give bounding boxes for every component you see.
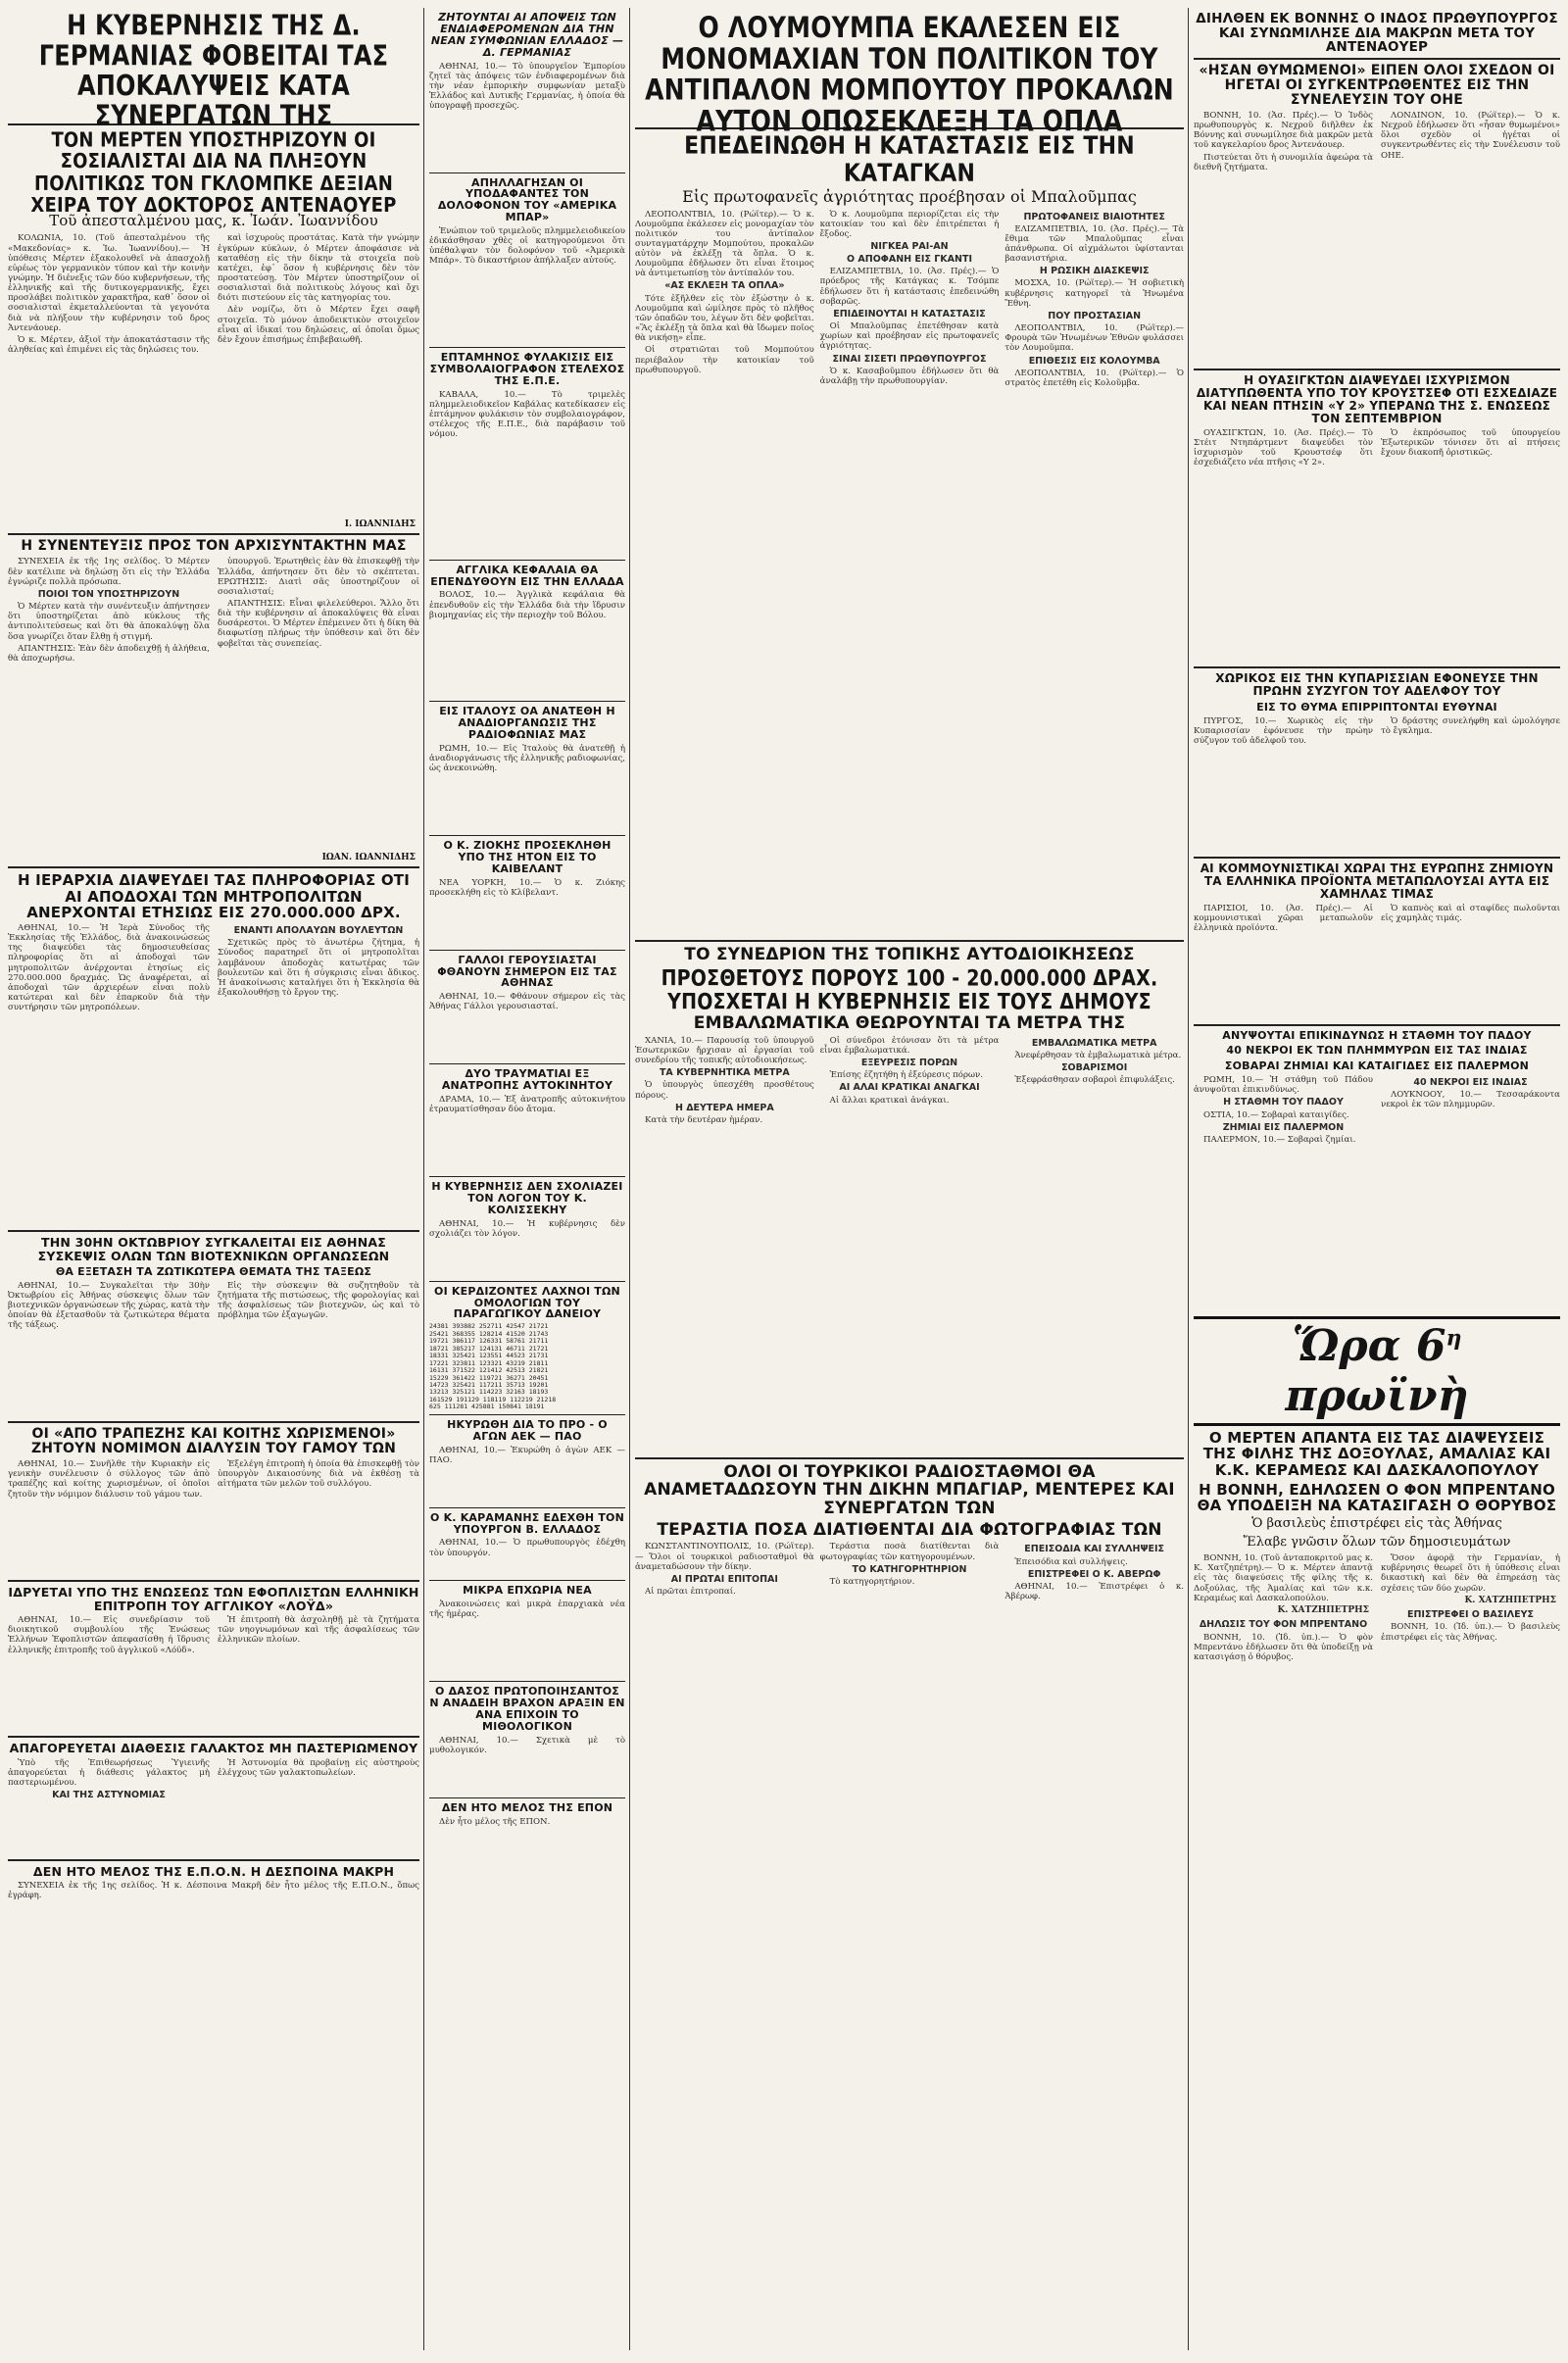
headline-interview: Η ΣΥΝΕΝΤΕΥΞΙΣ ΠΡΟΣ ΤΟΝ ΑΡΧΙΣΥΝΤΑΚΤΗΝ ΜΑΣ — [21, 538, 407, 555]
article-body-text: ΑΘΗΝΑΙ, 10.— Σχετικὰ μὲ τὸ μυθολογικόν. — [429, 1735, 625, 1755]
subheadline-palermo: ΣΟΒΑΡΑΙ ΖΗΜΙΑΙ ΚΑΙ ΚΑΤΑΙΓΙΔΕΣ ΕΙΣ ΠΑΛΕΡΜΟΝ — [1224, 1059, 1530, 1073]
article-body-text: ΠΡΩΤΟΦΑΝΕΙΣ ΒΙΑΙΟΤΗΤΕΣ ΕΛΙΖΑΜΠΕΤΒΙΛ, 10. (Ἀσ. Πρές).— Τὰ ἔθιμα τῶν Μπαλοῦμπας εἶναι ἀπάνθρωπα. Οἱ αἰχμάλωτοι ὑφίστανται βασανιστήρια. Η ΡΩΣΙΚΗ ΔΙΑΣΚΕΨΙΣ ΜΟΣΧΑ, 10. (Ρώϊτερ).— Ἡ σοβιετικὴ κυβέρνησις κατηγορεῖ τὰ Ἡνωμένα Ἔθνη. ΠΟΥ ΠΡΟΣΤΑΣΙΑΝ ΛΕΟΠΟΛΝΤΒΙΛ, 10. (Ρώϊτερ).— Φρουρὰ τῶν Ἡνωμένων Ἐθνῶν φυλάσσει τὸν Λουμοῦμπα. ΕΠΙΘΕΣΙΣ ΕΙΣ ΚΟΛΟΥΜΒΑ ΛΕΟΠΟΛΝΤΒΙΛ, 10. (Ρώϊτερ).— Ὁ στρατὸς ἐπετέθη εἰς Κολοῦμβα. — [1004, 211, 1184, 388]
article-body-text: Ὁ ἐκπρόσωπος τοῦ ὑπουργείου Ἐξωτερικῶν τόνισεν ὅτι αἱ πτήσεις ἔχουν διακοπῆ ὁριστικῶς. — [1381, 427, 1560, 459]
subhead-makeshift: ΕΜΒΑΛΩΜΑΤΙΚΑ ΜΕΤΡΑ — [1031, 1037, 1157, 1049]
headline-craftsmen-meeting: ΤΗΝ 30ΗΝ ΟΚΤΩΒΡΙΟΥ ΣΥΓΚΑΛΕΙΤΑΙ ΕΙΣ ΑΘΗΝΑΣ ΣΥΣΚΕΨΙΣ ΟΛΩΝ ΤΩΝ ΒΙΟΤΕΧΝΙΚΩΝ ΟΡΓΑΝΩΣΕΩΝ — [37, 1235, 390, 1263]
subhead-indictment: ΤΟ ΚΑΤΗΓΟΡΗΤΗΡΙΟΝ — [852, 1563, 967, 1575]
divider — [429, 1281, 625, 1282]
headline-government-comment: Η ΚΥΒΕΡΝΗΣΙΣ ΔΕΝ ΣΧΟΛΙΑΖΕΙ ΤΟΝ ΛΟΓΟΝ ΤΟΥ Κ. ΚΟΛΙΣΣΕΚΗΥ — [431, 1180, 623, 1216]
divider — [8, 1230, 419, 1232]
subhead-situation: ΕΠΙΔΕΙΝΟΥΤΑΙ Η ΚΑΤΑΣΤΑΣΙΣ — [833, 308, 986, 320]
divider — [8, 1580, 419, 1582]
divider — [8, 866, 419, 868]
headline-indian-pm: ΔΙΗΛΘΕΝ ΕΚ ΒΟΝΝΗΣ Ο ΙΝΔΟΣ ΠΡΩΘΥΠΟΥΡΓΟΣ ΚΑΙ ΣΥΝΩΜΙΛΗΣΕ ΔΙΑ ΜΑΚΡΩΝ ΜΕΤΑ ΤΟΥ ΑΝΤΕΝΑΟΥΕΡ — [1196, 11, 1558, 56]
subhead-po-level: Η ΣΤΑΘΜΗ ΤΟΥ ΠΑΔΟΥ — [1223, 1097, 1344, 1108]
subhead-india-dead: 40 ΝΕΚΡΟΙ ΕΙΣ ΙΝΔΙΑΣ — [1413, 1077, 1528, 1089]
divider — [429, 347, 625, 348]
article-body-text: ΟΥΑΣΙΓΚΤΩΝ, 10. (Ἀσ. Πρές).— Τὸ Στέιτ Ντηπάρτμεντ διαψεύδει τὸν ἰσχυρισμὸν τοῦ Κρουστσέφ ὅτι ἐσχεδιάζετο νέα πτῆσις «Υ 2». — [1194, 427, 1373, 468]
headline-u2-flight: Η ΟΥΑΣΙΓΚΤΩΝ ΔΙΑΨΕΥΔΕΙ ΙΣΧΥΡΙΣΜΟΝ ΔΙΑΤΥΠΩΘΕΝΤΑ ΥΠΟ ΤΟΥ ΚΡΟΥΣΤΣΕΦ ΟΤΙ ΕΣΧΕΔΙΑΖΕ ΚΑΙ ΝΕΑΝ ΠΤΗΣΙΝ «Υ 2» ΥΠΕΡΑΝΩ ΤΗΣ Σ. ΕΝΩΣΕΩΣ ΤΟΝ ΣΕΠΤΕΜΒΡΙΟΝ — [1196, 373, 1558, 425]
headline-huge-sums: ΤΕΡΑΣΤΙΑ ΠΟΣΑ ΔΙΑΤΙΘΕΝΤΑΙ ΔΙΑ ΦΩΤΟΓΡΑΦΙΑΣ ΤΩΝ — [657, 1520, 1162, 1541]
headline-merten-responds: Ο ΜΕΡΤΕΝ ΑΠΑΝΤΑ ΕΙΣ ΤΑΣ ΔΙΑΨΕΥΣΕΙΣ ΤΗΣ ΦΙΛΗΣ ΤΗΣ ΔΟΞΟΥΛΑΣ, ΑΜΑΛΙΑΣ ΚΑΙ Κ.Κ. ΚΕΡΑΜΕΩΣ ΚΑΙ ΔΑΣΚΑΛΟΠΟΥΛΟΥ — [1202, 1429, 1551, 1479]
article-body-text: ΡΩΜΗ, 10.— Ἡ στάθμη τοῦ Πάδου ἀνυψοῦται ἐπικινδύνως. Η ΣΤΑΘΜΗ ΤΟΥ ΠΑΔΟΥ ΟΣΤΙΑ, 10.— Σοβαραὶ καταιγίδες. ΖΗΜΙΑΙ ΕΙΣ ΠΑΛΕΡΜΟΝ ΠΑΛΕΡΜΟΝ, 10.— Σοβαραὶ ζημίαι. — [1194, 1075, 1373, 1145]
subhead-government-measures: ΤΑ ΚΥΒΕΡΝΗΤΙΚΑ ΜΕΤΡΑ — [659, 1067, 790, 1079]
divider — [8, 1859, 419, 1861]
article-turkish-body — [635, 1542, 1184, 2287]
headline-lloyds: ΙΔΡΥΕΤΑΙ ΥΠΟ ΤΗΣ ΕΝΩΣΕΩΣ ΤΩΝ ΕΦΟΠΛΙΣΤΩΝ ΕΛΛΗΝΙΚΗ ΕΠΙΤΡΟΠΗ ΤΟΥ ΑΓΓΛΙΚΟΥ «ΛΟΫΔ» — [8, 1585, 419, 1613]
signature-ioan-ioannidis: ΙΩΑΝ. ΙΩΑΝΝΙΔΗΣ — [321, 853, 416, 863]
article-body-text: Δὲν ἦτο μέλος τῆς ΕΠΟΝ. — [439, 1816, 551, 1827]
column-rule — [629, 8, 630, 2350]
headline-greece-germany-agreement: ΖΗΤΟΥΝΤΑΙ ΑΙ ΑΠΟΨΕΙΣ ΤΩΝ ΕΝΔΙΑΦΕΡΟΜΕΝΩΝ ΔΙΑ ΤΗΝ ΝΕΑΝ ΣΥΜΦΩΝΙΑΝ ΕΛΛΑΔΟΣ — Δ. ΓΕΡΜΑΝΙΑΣ — [430, 11, 624, 59]
headline-po-river: ΑΝΥΨΟΥΤΑΙ ΕΠΙΚΙΝΔΥΝΩΣ Η ΣΤΑΘΜΗ ΤΟΥ ΠΑΔΟΥ — [1222, 1028, 1532, 1042]
divider — [429, 701, 625, 702]
six-am-end: πρωϊνὴ — [1285, 1371, 1469, 1422]
article-body-text: ΚΩΝΣΤΑΝΤΙΝΟΥΠΟΛΙΣ, 10. (Ρώϊτερ).— Ὅλοι οἱ τουρκικοὶ ραδιοσταθμοὶ θὰ ἀναμεταδώσουν τὴν δίκην. ΑΙ ΠΡΩΤΑΙ ΕΠΙΤΟΠΑΙ Αἱ πρῶται ἐπιτροπαί. — [635, 1542, 814, 1598]
headline-communist-countries: ΑΙ ΚΟΜΜΟΥΝΙΣΤΙΚΑΙ ΧΩΡΑΙ ΤΗΣ ΕΥΡΩΠΗΣ ΖΗΜΙΟΥΝ ΤΑ ΕΛΛΗΝΙΚΑ ΠΡΟΪΟΝΤΑ ΜΕΤΑΠΩΛΟΥΣΑΙ ΑΥΤΑ ΕΙΣ ΧΑΜΗΛΑΣ ΤΙΜΑΣ — [1200, 861, 1554, 901]
article-body-text: Ἐξελέγη ἐπιτροπὴ ἡ ὁποία θὰ ἐπισκεφθῇ τὸν ὑπουργὸν Δικαιοσύνης διὰ νὰ ἐκθέσῃ τὰ αἰτήματα τῶν μελῶν τοῦ συλλόγου. — [218, 1459, 419, 1490]
signature-ioannidis: Ι. ΙΩΑΝΝΙΔΗΣ — [344, 519, 416, 530]
divider — [429, 560, 625, 561]
headline-french-senators: ΓΑΛΛΟΙ ΓΕΡΟΥΣΙΑΣΤΑΙ ΦΘΑΝΟΥΝ ΣΗΜΕΡΟΝ ΕΙΣ ΤΑΣ ΑΘΗΝΑΣ — [437, 953, 617, 990]
article-body-text: ΔΡΑΜΑ, 10.— Ἐξ ἀνατροπῆς αὐτοκινήτου ἐτραυματίσθησαν δύο ἄτομα. — [429, 1095, 625, 1115]
article-body-text: ὑπουργοῦ. Ἐρωτηθεὶς ἐὰν θὰ ἐπισκεφθῇ τὴν Ἑλλάδα, ἀπήντησεν ὅτι δὲν τὸ σκέπτεται. ΕΡΩΤΗΣΙΣ: Διατὶ σᾶς ὑποστηρίζουν οἱ σοσιαλισταί; ΑΠΑΝΤΗΣΙΣ: Εἶναι φιλελεύθεροι. Ἄλλο ὅτι διὰ τὴν κυβέρνησιν αἱ ἀποκαλύψεις θὰ εἶναι δυσάρεστοι. Ὁ Μέρτεν ἐπέμεινεν ὅτι ἡ δίκη θὰ διαφωτίσῃ πλήρως τὴν ὑπόθεσιν καὶ ὅτι δὲν φοβεῖται τὰς συνεπείας. — [218, 557, 419, 649]
divider — [635, 940, 1184, 942]
subheadline-victim: ΕΙΣ ΤΟ ΘΥΜΑ ΕΠΙΡΡΙΠΤΟΝΤΑΙ ΕΥΘΥΝΑΙ — [1256, 700, 1497, 714]
article-body-text: ΚΟΛΩΝΙΑ, 10. (Τοῦ ἀπεσταλμένου τῆς «Μακεδονίας» κ. Ἰω. Ἰωαννίδου).— Ἡ ὑπόθεσις Μέρτεν ἐξακολουθεῖ νὰ ἀπασχολῇ εὐρέως τὸν γερμανικὸν τύπον καὶ τὴν κοινὴν γνώμην. Ἡ διένεξις τῶν δύο κυβερνήσεων, τῆς ἑλληνικῆς καὶ τῆς δυτικογερμανικῆς, ἔχει προσλάβει πολιτικὸν χαρακτῆρα, καθ᾽ ὅσον οἱ σοσιαλισταὶ ἐκμεταλλεύονται τὰ γεγονότα διὰ νὰ πλήξουν τὴν κυβέρνησιν τοῦ δρος Ἀντενάουερ. Ὁ κ. Μέρτεν, ἀξιοῖ τὴν ἀποκατάστασιν τῆς ἀληθείας καὶ ἐπιμένει εἰς τὰς δηλώσεις του. — [8, 233, 210, 355]
article-body-text: ΒΟΛΟΣ, 10.— Ἀγγλικὰ κεφάλαια θὰ ἐπενδυθοῦν εἰς τὴν Ἑλλάδα διὰ τὴν ἵδρυσιν βιομηχανίας εἰς τὴν περιοχὴν τοῦ Βόλου. — [429, 590, 625, 620]
headline-separated-couples: ΟΙ «ΑΠΟ ΤΡΑΠΕΖΗΣ ΚΑΙ ΚΟΙΤΗΣ ΧΩΡΙΣΜΕΝΟΙ» ΖΗΤΟΥΝ ΝΟΜΙΜΟΝ ΔΙΑΛΥΣΙΝ ΤΟΥ ΓΑΜΟΥ ΤΩΝ — [30, 1425, 397, 1457]
section-turkish-trial — [635, 1454, 1184, 2350]
column-rule — [1188, 8, 1189, 2350]
newspaper-page — [8, 8, 1560, 2355]
article-body-text: ΠΑΡΙΣΙΟΙ, 10. (Ἀσ. Πρές).— Αἱ κομμουνιστικαὶ χῶραι μεταπωλοῦν ἑλληνικὰ προϊόντα. — [1194, 903, 1373, 933]
article-body-text: Ἐνώπιον τοῦ τριμελοῦς πλημμελειοδικείου ἐδικάσθησαν χθὲς οἱ κατηγορούμενοι ὅτι ὑπέθαλψαν τὸν δολοφόνον τοῦ «Ἀμερικὰ Μπάρ». Τὸ δικαστήριον ἀπήλλαξεν αὐτούς. — [429, 226, 625, 267]
headline-makeshift-measures: ΕΜΒΑΛΩΜΑΤΙΚΑ ΘΕΩΡΟΥΝΤΑΙ ΤΑ ΜΕΤΡΑ ΤΗΣ — [693, 1013, 1126, 1034]
article-body-text: ΑΘΗΝΑΙ, 10.— Συνῆλθε τὴν Κυριακὴν εἰς γενικὴν συνέλευσιν ὁ σύλλογος τῶν ἀπὸ τραπέζης καὶ κοίτης χωρισμένων, οἱ ὁποῖοι ζητοῦν τὴν νόμιμον διάλυσιν τοῦ γάμου των. — [8, 1459, 210, 1500]
subhead-russian: Η ΡΩΣΙΚΗ ΔΙΑΣΚΕΨΙΣ — [1039, 266, 1150, 277]
article-body-text: ΑΘΗΝΑΙ, 10.— Ἐκυρώθη ὁ ἀγὼν ΑΕΚ — ΠΑΟ. — [429, 1445, 625, 1465]
divider — [429, 1176, 625, 1177]
article-brentano-body — [1194, 1553, 1560, 1945]
subheadline-india-floods: 40 ΝΕΚΡΟΙ ΕΚ ΤΩΝ ΠΛΗΜΜΥΡΩΝ ΕΙΣ ΤΑΣ ΙΝΔΙΑΣ — [1226, 1044, 1528, 1058]
divider — [429, 950, 625, 951]
article-body-text: ΑΘΗΝΑΙ, 10.— Συγκαλεῖται τὴν 30ὴν Ὀκτωβρίου εἰς Ἀθήνας σύσκεψις ὅλων τῶν βιοτεχνικῶν ὀργανώσεων τῆς χώρας, κατὰ τὴν ὁποίαν θὰ ἐξετασθοῦν τὰ ζωτικώτερα θέματα τῆς τάξεως. — [8, 1280, 210, 1331]
article-body-text: Ὁ καπνὸς καὶ αἱ σταφίδες πωλοῦνται εἰς χαμηλὰς τιμάς. — [1381, 903, 1560, 923]
article-body-text: Εἰς τὴν σύσκεψιν θὰ συζητηθοῦν τὰ ζητήματα τῆς πιστώσεως, τῆς φορολογίας καὶ τῆς ἀσφαλίσεως τῶν βιοτεχνῶν, ὡς καὶ τὸ πρόβλημα τῶν ἐξαγωγῶν. — [218, 1280, 419, 1321]
headline-radio-italians: ΕΙΣ ΙΤΑΛΟΥΣ ΟΑ ΑΝΑΤΕΘΗ Η ΑΝΑΔΙΟΡΓΑΝΩΣΙΣ ΤΗΣ ΡΑΔΙΟΦΩΝΙΑΣ ΜΑΣ — [439, 705, 615, 742]
divider — [1194, 369, 1560, 370]
article-body-text: ΑΘΗΝΑΙ, 10.— Ἡ κυβέρνησις δὲν σχολιάζει τὸν λόγον. — [429, 1218, 625, 1239]
article-communist-body — [1194, 904, 1560, 1021]
article-body-text: Ἡ ἐπιτροπὴ θὰ ἀσχοληθῇ μὲ τὰ ζητήματα τῶν νηογνωμόνων καὶ τῆς ἀσφαλίσεως τῶν ἑλληνικῶν πλοίων. — [218, 1615, 419, 1646]
headline-epon: ΔΕΝ ΗΤΟ ΜΕΛΟΣ ΤΗΣ ΕΠΟΝ — [441, 1800, 613, 1814]
six-am-sup: η — [1446, 1325, 1462, 1352]
divider — [429, 1797, 625, 1798]
article-lloyds-body — [8, 1615, 419, 1733]
signature-chatzipetris: Κ. ΧΑΤΖΗΠΕΤΡΗΣ — [1277, 1604, 1369, 1615]
headline-forest: Ο ΔΑΣΟΣ ΠΡΩΤΟΠΟΙΗΣΑΝΤΟΣ Ν ΑΝΑΔΕΙΗ ΒΡΑΧΟΝ ΑΡΑΞΙΝ ΕΝ ΑΝΑ ΕΠΙΧΟΙΝ ΤΟ ΜΙΘΟΛΟΓΙΚΟΝ — [429, 1685, 625, 1733]
article-body-text: Ἀνακοινώσεις καὶ μικρὰ ἐπαρχιακὰ νέα τῆς ἡμέρας. — [429, 1600, 625, 1620]
headline-small-news: ΜΙΚΡΑ ΕΠΧΩΡΙΑ ΝΕΑ — [463, 1584, 592, 1598]
subhead-coloumba: ΕΠΙΘΕΣΙΣ ΕΙΣ ΚΟΛΟΥΜΒΑ — [1028, 355, 1160, 367]
subhead-police: ΚΑΙ ΤΗΣ ΑΣΤΥΝΟΜΙΑΣ — [52, 1790, 166, 1801]
article-body-text: ΕΜΒΑΛΩΜΑΤΙΚΑ ΜΕΤΡΑ Ἀνεφέρθησαν τὰ ἐμβαλωματικὰ μέτρα. ΣΟΒΑΡΙΣΜΟΙ Ἐξεφράσθησαν σοβαροὶ ἐπιφυλάξεις. — [1004, 1036, 1184, 1408]
subhead-reservations: ΣΟΒΑΡΙΣΜΟΙ — [1061, 1062, 1128, 1074]
article-u2-body — [1194, 428, 1560, 664]
six-am-label: Ὥρα 6 — [1292, 1321, 1446, 1372]
article-merten-body — [8, 233, 419, 517]
subhead-second-day: Η ΔΕΥΤΕΡΑ ΗΜΕΡΑ — [674, 1102, 774, 1113]
divider — [8, 533, 419, 535]
headline-lottery: ΟΙ ΚΕΡΔΙΖΟΝΤΕΣ ΛΑΧΝΟΙ ΤΩΝ ΟΜΟΛΟΓΙΩΝ ΤΟΥ ΠΑΡΑΓΩΓΙΚΟΥ ΔΑΝΕΙΟΥ — [434, 1284, 620, 1321]
article-lumumba-body — [635, 210, 1184, 930]
subhead-other-needs: ΑΙ ΑΛΑΙ ΚΡΑΤΙΚΑΙ ΑΝΑΓΚΑΙ — [839, 1082, 980, 1094]
six-am-banner — [1194, 1316, 1560, 1426]
article-milk-body — [8, 1758, 419, 1856]
headline-car-accident: ΔΥΟ ΤΡΑΥΜΑΤΙΑΙ ΕΞ ΑΝΑΤΡΟΠΗΣ ΑΥΤΟΚΙΝΗΤΟΥ — [441, 1067, 613, 1093]
headline-karamanlis: Ο Κ. ΚΑΡΑΜΑΝΗΣ ΕΔΕΧΘΗ ΤΟΝ ΥΠΟΥΡΓΟΝ Β. ΕΛΛΑΔΟΣ — [429, 1510, 624, 1536]
article-body-text: Τεράστια ποσὰ διατίθενται διὰ φωτογραφίας τῶν κατηγορουμένων. ΤΟ ΚΑΤΗΓΟΡΗΤΗΡΙΟΝ Τὸ κατηγορητήριον. — [819, 1542, 1000, 1587]
lottery-numbers: 24381 393882 252711 42547 21721 25421 368355 128214 41520 21743 19721 386117 126331 58761 21711 18721 385217 124131 46711 21721 18331 325421 123551 44523 21731 17221 323811 123321 43219 21811 16131 371522 121412 42513 21821 15229 361422 119721 36271 20451 14723 325421 117211 35713 19201 13213 325121 114223 32163 18193 161529 191129 118119 112219 21218 625 111281 425881 150841 18191 — [429, 1322, 557, 1411]
subheadline-craftsmen: ΘΑ ΕΞΕΤΑΣΗ ΤΑ ΖΩΤΙΚΩΤΕΡΑ ΘΕΜΑΤΑ ΤΗΣ ΤΑΞΕΩΣ — [55, 1265, 372, 1279]
subhead-sinai: ΣΙΝΑΙ ΣΙΣΕΤΙ ΠΡΩΘΥΠΟΥΡΓΟΣ — [832, 353, 987, 365]
headline-english-capital: ΑΓΓΛΙΚΑ ΚΕΦΑΛΑΙΑ ΘΑ ΕΠΕΝΔΥΘΟΥΝ ΕΙΣ ΤΗΝ ΕΛΛΑΔΑ — [430, 563, 624, 588]
signature-chatzipetris-2: Κ. ΧΑΤΖΗΠΕΤΡΗΣ — [1464, 1595, 1556, 1605]
headline-west-germany: Η ΚΥΒΕΡΝΗΣΙΣ ΤΗΣ Δ. ΓΕΡΜΑΝΙΑΣ ΦΟΒΕΙΤΑΙ ΤΑΣ ΑΠΟΚΑΛΥΨΕΙΣ ΚΑΤΑ ΣΥΝΕΡΓΑΤΩΝ ΤΗΣ — [38, 9, 389, 132]
subhead-deputies: ΕΝΑΝΤΙ ΑΠΟΛΑΥΩΝ ΒΟΥΛΕΥΤΩΝ — [233, 925, 404, 937]
subhead-averoff: ΕΠΙΣΤΡΕΦΕΙ Ο Κ. ΑΒΕΡΩΦ — [1027, 1568, 1161, 1580]
article-hierarchy-body — [8, 923, 419, 1227]
article-body-text: ΑΘΗΝΑΙ, 10.— Εἰς συνεδρίασιν τοῦ διοικητικοῦ συμβουλίου τῆς Ἑνώσεως Ἑλλήνων Ἐφοπλιστῶν ἀπεφασίσθη ἡ ἵδρυσις ἑλληνικῆς ἐπιτροπῆς τοῦ ἀγγλικοῦ «Λόϋδ». — [8, 1615, 210, 1655]
divider — [1194, 857, 1560, 859]
subhead-incidents: ΕΠΕΙΣΟΔΙΑ ΚΑΙ ΣΥΛΛΗΨΕΙΣ — [1024, 1544, 1165, 1555]
article-body-text: ΒΟΝΝΗ, 10. (Τοῦ ἀνταποκριτοῦ μας κ. Κ. Χατζηπέτρη).— Ὁ κ. Μέρτεν ἀπαντᾷ εἰς τὰς διαψεύσεις τῆς φίλης τῆς κ. Δοξούλας, τῆς Ἀμαλίας καὶ τῶν κ.κ. Κεραμέως καὶ Δασκαλοπούλου. Κ. ΧΑΤΖΗΠΕΤΡΗΣ ΔΗΛΩΣΙΣ ΤΟΥ ΦΟΝ ΜΠΡΕΝΤΑΝΟ ΒΟΝΝΗ, 10. (Ἰδ. ὑπ.).— Ὁ φὸν Μπρεντάνο ἐδήλωσεν ὅτι θὰ ὑποδείξῃ νὰ κατασιγάσῃ ὁ θόρυβος. — [1194, 1553, 1373, 1662]
article-body-text: Οἱ σύνεδροι ἐτόνισαν ὅτι τὰ μέτρα εἶναι ἐμβαλωματικά. ΕΞΕΥΡΕΣΙΣ ΠΟΡΩΝ Ἐπίσης ἐζητήθη ἡ ἐξεύρεσις πόρων. ΑΙ ΑΛΑΙ ΚΡΑΤΙΚΑΙ ΑΝΑΓΚΑΙ Αἱ ἄλλαι κρατικαὶ ἀνάγκαι. — [819, 1035, 1000, 1106]
subhead-finding-resources: ΕΞΕΥΡΕΣΙΣ ΠΟΡΩΝ — [860, 1058, 958, 1069]
article-body-text: Ὁ κ. Λουμοῦμπα περιορίζεται εἰς τὴν κατοικίαν του καὶ δὲν ἐπιτρέπεται ἡ ἔξοδος. ΝΙΓΚΕΑ ΡΑΙ-ΑΝ Ο ΑΠΟΦΑΝΗ ΕΙΣ ΓΚΑΝΤΙ ΕΛΙΖΑΜΠΕΤΒΙΛ, 10. (Ἀσ. Πρές).— Ὁ πρόεδρος τῆς Κατάγκας κ. Τσόμπε ἐδήλωσεν ὅτι ἡ κατάστασις ἐπεδεινώθη σοβαρῶς. ΕΠΙΔΕΙΝΟΥΤΑΙ Η ΚΑΤΑΣΤΑΣΙΣ Οἱ Μπαλοῦμπας ἐπετέθησαν κατὰ χωρίων καὶ προέβησαν εἰς πρωτοφανεῖς ἀγριότητας. ΣΙΝΑΙ ΣΙΣΕΤΙ ΠΡΩΘΥΠΟΥΡΓΟΣ Ὁ κ. Κασαβοῦμπου ἐδήλωσεν ὅτι θὰ ἀναλάβῃ τὴν πρωθυπουργίαν. — [819, 209, 1000, 386]
divider — [429, 172, 625, 173]
article-body-text: ΧΑΝΙΑ, 10.— Παρουσίᾳ τοῦ ὑπουργοῦ Ἐσωτερικῶν ἤρχισαν αἱ ἐργασίαι τοῦ συνεδρίου τῆς τοπικῆς αὐτοδιοικήσεως. ΤΑ ΚΥΒΕΡΝΗΤΙΚΑ ΜΕΤΡΑ Ὁ ὑπουργὸς ὑπεσχέθη προσθέτους πόρους. Η ΔΕΥΤΕΡΑ ΗΜΕΡΑ Κατὰ τὴν δευτέραν ἡμέραν. — [635, 1035, 814, 1125]
article-body-text: Ἡ Ἀστυνομία θὰ προβαίνῃ εἰς αὐστηροὺς ἐλέγχους τῶν γαλακτοπωλείων. — [218, 1757, 419, 1778]
divider — [8, 1736, 419, 1738]
divider — [429, 1414, 625, 1415]
divider — [1194, 666, 1560, 668]
article-body-text: 40 ΝΕΚΡΟΙ ΕΙΣ ΙΝΔΙΑΣ ΛΟΥΚΝΟΟΥ, 10.— Τεσσαράκοντα νεκροὶ ἐκ τῶν πλημμυρῶν. — [1381, 1077, 1560, 1110]
article-body-text: ΑΘΗΝΑΙ, 10.— Ἡ Ἱερὰ Σύνοδος τῆς Ἐκκλησίας τῆς Ἑλλάδος, διὰ ἀνακοινώσεώς της διαψεύδει τὰς δημοσιευθείσας πληροφορίας ὅτι αἱ ἀποδοχαὶ τῶν μητροπολιτῶν ἀνέρχονται ἐτησίως εἰς 270.000.000 δραχμάς. Ὡς ἀναφέρεται, αἱ ἀποδοχαὶ τῶν ἀρχιερέων εἶναι πολὺ κατώτεραι καὶ δὲν ἐπαρκοῦν διὰ τὴν συντήρησιν τῶν μητροπόλεων. — [8, 923, 210, 1013]
column-2 — [429, 8, 625, 2350]
article-municipal-body — [635, 1036, 1184, 1408]
subhead-choose-weapons: «ΑΣ ΕΚΛΕΞΗ ΤΑ ΟΠΛΑ» — [664, 280, 785, 292]
divider — [429, 835, 625, 836]
article-body-text: ΣΥΝΕΧΕΙΑ ἐκ τῆς 1ης σελίδος. Ἡ κ. Δέσποινα Μακρῆ δὲν ἦτο μέλος τῆς Ε.Π.Ο.Ν., ὅπως ἐγράφη. — [8, 1881, 419, 1901]
article-body-text: ΛΕΟΠΟΛΝΤΒΙΛ, 10. (Ρώϊτερ).— Ὁ κ. Λουμοῦμπα ἐκάλεσεν εἰς μονομαχίαν τὸν πολιτικόν του ἀντίπαλον συνταγματάρχην Μομπούτου, προκαλῶν αὐτὸν νὰ ἐκλέξῃ τὰ ὅπλα. Ὁ κ. Λουμοῦμπα ἐδήλωσεν ὅτι εἶναι ἕτοιμος νὰ ἀντιμετωπίσῃ τὸν ἀντίπαλόν του. «ΑΣ ΕΚΛΕΞΗ ΤΑ ΟΠΛΑ» Τότε ἐξῆλθεν εἰς τὸν ἐξώστην ὁ κ. Λουμοῦμπα καὶ ὡμίλησε πρὸς τὸ πλῆθος τῶν ὀπαδῶν του, λέγων ὅτι δὲν φοβεῖται. «Ἂς ἐκλέξῃ τὰ ὅπλα καὶ θὰ ἴδωμεν ποῖος θὰ νικήσῃ» εἶπε. Οἱ στρατιῶται τοῦ Μομπούτου περιέβαλον τὴν κατοικίαν τοῦ πρωθυπουργοῦ. — [635, 209, 814, 375]
article-body-text: ΑΘΗΝΑΙ, 10.— Τὸ ὑπουργεῖον Ἐμπορίου ζητεῖ τὰς ἀπόψεις τῶν ἐνδιαφερομένων διὰ τὴν νέαν ἐμπορικὴν συμφωνίαν μεταξὺ Ἑλλάδος καὶ Δυτικῆς Γερμανίας, ἡ ὁποία θὰ ὑπογραφῇ προσεχῶς. — [429, 61, 625, 112]
article-body-text: ΣΥΝΕΧΕΙΑ ἐκ τῆς 1ης σελίδος. Ὁ Μέρτεν δὲν κατέλιπε νὰ δηλώσῃ ὅτι εἰς τὴν Ἑλλάδα ἐγνώριζε πολλὰ πρόσωπα. ΠΟΙΟΙ ΤΟΝ ΥΠΟΣΤΗΡΙΖΟΥΝ Ὁ Μέρτεν κατὰ τὴν συνέντευξιν ἀπήντησεν ὅτι ὑποστηρίζεται ἀπὸ κύκλους τῆς ἀντιπολιτεύσεως καὶ ὅτι θὰ ἀποκαλύψῃ ὅλα ὅσα γνωρίζει ὅταν ἔλθῃ ἡ στιγμή. ΑΠΑΝΤΗΣΙΣ: Ἐὰν δὲν ἀποδειχθῇ ἡ ἀλήθεια, θὰ ἀποχωρήσω. — [8, 557, 210, 664]
headline-merten-socialists: ΤΟΝ ΜΕΡΤΕΝ ΥΠΟΣΤΗΡΙΖΟΥΝ ΟΙ ΣΟΣΙΑΛΙΣΤΑΙ ΔΙΑ ΝΑ ΠΛΗΞΟΥΝ ΠΟΛΙΤΙΚΩΣ ΤΟΝ ΓΚΛΟΜΠΚΕ ΔΕΞΙΑΝ ΧΕΙΡΑ ΤΟΥ ΔΟΚΤΟΡΟΣ ΑΝΤΕΝΑΟΥΕΡ — [30, 127, 397, 218]
headline-america-bar: ΑΠΗΛΛΑΓΗΣΑΝ ΟΙ ΥΠΟΔΑΦΑΝΤΕΣ ΤΟΝ ΔΟΛΟΦΟΝΟΝ ΤΟΥ «ΑΜΕΡΙΚΑ ΜΠΑΡ» — [437, 175, 617, 224]
column-rule — [423, 8, 424, 2350]
article-body-text: ΕΠΕΙΣΟΔΙΑ ΚΑΙ ΣΥΛΛΗΨΕΙΣ Ἐπεισόδια καὶ συλλήψεις. ΕΠΙΣΤΡΕΦΕΙ Ο Κ. ΑΒΕΡΩΦ ΑΘΗΝΑΙ, 10.— Ἐπιστρέφει ὁ κ. Ἀβέρωφ. — [1004, 1544, 1184, 1602]
section-municipal — [635, 937, 1184, 1447]
headline-hierarchy: Η ΙΕΡΑΡΧΙΑ ΔΙΑΨΕΥΔΕΙ ΤΑΣ ΠΛΗΡΟΦΟΡΙΑΣ ΟΤΙ ΑΙ ΑΠΟΔΟΧΑΙ ΤΩΝ ΜΗΤΡΟΠΟΛΙΤΩΝ ΑΝΕΡΧΟΝΤΑΙ ΕΤΗΣΙΩΣ ΕΙΣ 270.000.000 ΔΡΧ. — [18, 871, 410, 921]
divider — [635, 1457, 1184, 1459]
headline-kyparissia: ΧΩΡΙΚΟΣ ΕΙΣ ΤΗΝ ΚΥΠΑΡΙΣΣΙΑΝ ΕΦΟΝΕΥΣΕ ΤΗΝ ΠΡΩΗΝ ΣΥΖΥΓΟΝ ΤΟΥ ΑΔΕΛΦΟΥ ΤΟΥ — [1215, 670, 1539, 698]
article-separated-body — [8, 1459, 419, 1577]
article-body-text: ΡΩΜΗ, 10.— Εἰς Ἰταλοὺς θὰ ἀνατεθῇ ἡ ἀναδιοργάνωσις τῆς ἑλληνικῆς ραδιοφωνίας, ὡς ἀνεκοινώθη. — [429, 744, 625, 774]
headline-ziokis: Ο Κ. ΖΙΟΚΗΣ ΠΡΟΣΕΚΛΗΘΗ ΥΠΟ ΤΗΣ ΗΤΟΝ ΕΙΣ ΤΟ ΚΑΙΒΕΛΑΝΤ — [443, 839, 612, 875]
column-4 — [1194, 8, 1560, 2350]
subhead-supporters: ΠΟΙΟΙ ΤΟΝ ΥΠΟΣΤΗΡΙΖΟΥΝ — [37, 588, 180, 600]
subhead-first-measures: ΑΙ ΠΡΩΤΑΙ ΕΠΙΤΟΠΑΙ — [670, 1573, 778, 1585]
divider — [429, 1580, 625, 1581]
column-3 — [635, 8, 1184, 929]
headline-municipal-congress: ΤΟ ΣΥΝΕΔΡΙΟΝ ΤΗΣ ΤΟΠΙΚΗΣ ΑΥΤΟΔΙΟΙΚΗΣΕΩΣ — [684, 945, 1135, 964]
byline-ioannidis: Τοῦ ἀπεσταλμένου μας, κ. Ἰωάν. Ἰωαννίδου — [49, 212, 378, 230]
divider — [1194, 58, 1560, 60]
headline-turkish-radio: ΟΛΟΙ ΟΙ ΤΟΥΡΚΙΚΟΙ ΡΑΔΙΟΣΤΑΘΜΟΙ ΘΑ ΑΝΑΜΕΤΑΔΩΣΟΥΝ ΤΗΝ ΔΙΚΗΝ ΜΠΑΓΙΑΡ, ΜΕΝΤΕΡΕΣ ΚΑΙ ΣΥΝΕΡΓΑΤΩΝ ΤΩΝ — [644, 1462, 1175, 1518]
divider — [429, 1507, 625, 1508]
article-angry-body — [1194, 111, 1560, 366]
divider — [429, 1681, 625, 1682]
article-body-text: ΝΕΑ ΥΟΡΚΗ, 10.— Ὁ κ. Ζιόκης προσεκλήθη εἰς τὸ Κλίβελαντ. — [429, 877, 625, 898]
subhead-protection: ΠΟΥ ΠΡΟΣΤΑΣΙΑΝ — [1048, 310, 1142, 321]
divider — [1194, 1024, 1560, 1026]
article-body-text: ΛΟΝΔΙΝΟΝ, 10. (Ρώϊτερ).— Ὁ κ. Νεχροῦ ἐδήλωσεν ὅτι «ἦσαν θυμωμένοι» ὅλοι σχεδὸν οἱ ἡγέται οἱ συγκεντρωθέντες εἰς τὴν Συνέλευσιν τοῦ ΟΗΕ. — [1381, 111, 1560, 161]
article-body-text: ΕΝΑΝΤΙ ΑΠΟΛΑΥΩΝ ΒΟΥΛΕΥΤΩΝ Σχετικῶς πρὸς τὸ ἀνωτέρω ζήτημα, ἡ Σύνοδος παρατηρεῖ ὅτι οἱ μητροπολῖται λαμβάνουν ἀποδοχὰς κατωτέρας τῶν βουλευτῶν καὶ ὅτι ἡ σύγκρισις εἶναι ἄδικος. Ἡ ἀνακοίνωσις καταλήγει ὅτι ἡ Ἐκκλησία θὰ ἐξακολουθήσῃ τὸ ἔργον της. — [218, 925, 419, 998]
article-body-text: ΒΟΝΝΗ, 10. (Ἀσ. Πρές).— Ὁ Ἰνδὸς πρωθυπουργὸς κ. Νεχροῦ διῆλθεν ἐκ Βόννης καὶ συνωμίλησε διὰ μακρῶν μετὰ τοῦ καγκελαρίου δρος Ἀντενάουερ. Πιστεύεται ὅτι ἡ συνομιλία ἀφεώρα τὰ διεθνῆ ζητήματα. — [1194, 111, 1373, 172]
headline-lumumba: Ο ΛΟΥΜΟΥΜΠΑ ΕΚΑΛΕΣΕΝ ΕΙΣ ΜΟΝΟΜΑΧΙΑΝ ΤΟΝ ΠΟΛΙΤΙΚΟΝ ΤΟΥ ΑΝΤΙΠΑΛΟΝ ΜΟΜΠΟΥΤΟΥ ΠΡΟΚΑΛΩΝ ΑΥΤΟΝ ΟΠΩΣΕΚΛΕΞΗ ΤΑ ΟΠΛΑ — [645, 10, 1174, 138]
headline-milk: ΑΠΑΓΟΡΕΥΕΤΑΙ ΔΙΑΘΕΣΙΣ ΓΑΛΑΚΤΟΣ ΜΗ ΠΑΣΤΕΡΙΩΜΕΝΟΥ — [9, 1741, 418, 1756]
article-body-text: ΑΘΗΝΑΙ, 10.— Ὁ πρωθυπουργὸς ἐδέχθη τὸν ὑπουργόν. — [429, 1538, 625, 1558]
headline-katanga: ΕΠΕΔΕΙΝΩΘΗ Η ΚΑΤΑΣΤΑΣΙΣ ΕΙΣ ΤΗΝ ΚΑΤΑΓΚΑΝ — [684, 131, 1135, 187]
article-body-text: ΚΑΒΑΛΑ, 10.— Τὸ τριμελὲς πλημμελειοδικεῖον Καβάλας κατεδίκασεν εἰς ἑπτάμηνον φυλάκισιν τὸν συμβολαιογράφον, στέλεχος τῆς Ε.Π.Ε., διὰ παράβασιν τοῦ νόμου. — [429, 389, 625, 440]
article-interview-body — [8, 557, 419, 851]
headline-angry-leaders: «ΗΣΑΝ ΘΥΜΩΜΕΝΟΙ» ΕΙΠΕΝ ΟΛΟΙ ΣΧΕΔΟΝ ΟΙ ΗΓΕΤΑΙ ΟΙ ΣΥΓΚΕΝΤΡΩΘΕΝΤΕΣ ΕΙΣ ΤΗΝ ΣΥΝΕΛΕΥΣΙΝ ΤΟΥ ΟΗΕ — [1199, 62, 1555, 108]
article-body-text: καὶ ἰσχυροὺς προστάτας. Κατὰ τὴν γνώμην ἐγκύρων κύκλων, ὁ Μέρτεν ἀποφάσισε νὰ καταθέσῃ εἰς τὴν δίκην τὰ στοιχεῖα ποὺ κατέχει, ἐφ᾽ ὅσον ἡ κυβέρνησις δὲν τὸν προστατεύσῃ. Τὸν Μέρτεν ὑποστηρίζουν οἱ σοσιαλισταὶ διὰ πολιτικοὺς λόγους καὶ ὄχι διότι πιστεύουν εἰς τὰς κατηγορίας του. Δὲν νομίζω, ὅτι ὁ Μέρτεν ἔχει σαφῆ στοιχεῖα. Τὸ μόνον ἀποδεικτικὸν στοιχεῖον εἶναι αἱ ἰδικαί του δηλώσεις, αἱ ὁποῖαι ὅμως δὲν ἔχουν ἐπισήμως ἐπιβεβαιωθῆ. — [218, 233, 419, 345]
subhead-violence: ΠΡΩΤΟΦΑΝΕΙΣ ΒΙΑΙΟΤΗΤΕΣ — [1023, 211, 1165, 222]
article-kyparissia-body — [1194, 716, 1560, 854]
column-1 — [8, 8, 419, 2350]
divider — [429, 1063, 625, 1064]
headline-brentano: Η ΒΟΝΝΗ, ΕΔΗΛΩΣΕΝ Ο ΦΟΝ ΜΠΡΕΝΤΑΝΟ ΘΑ ΥΠΟΔΕΙΞΗ ΝΑ ΚΑΤΑΣΙΓΑΣΗ Ο ΘΟΡΥΒΟΣ — [1197, 1480, 1557, 1514]
subhead-brentano-statement: ΔΗΛΩΣΙΣ ΤΟΥ ΦΟΝ ΜΠΡΕΝΤΑΝΟ — [1199, 1619, 1368, 1631]
divider — [8, 1421, 419, 1423]
subhead-king-returns: ΕΠΙΣΤΡΕΦΕΙ Ο ΒΑΣΙΛΕΥΣ — [1406, 1609, 1534, 1621]
subheadline-publications: Ἔλαβε γνῶσιν ὅλων τῶν δημοσιευμάτων — [1243, 1535, 1511, 1551]
subheadline-baluba: Εἰς πρωτοφανεῖς ἀγριότητας προέβησαν οἱ Μπαλοῦμπας — [682, 186, 1137, 206]
subhead-palermo-damage: ΖΗΜΙΑΙ ΕΙΣ ΠΑΛΕΡΜΟΝ — [1222, 1121, 1345, 1133]
article-body-text: Ὁ δράστης συνελήφθη καὶ ὡμολόγησε τὸ ἔγκλημα. — [1381, 715, 1560, 736]
subhead-nigeria: ΝΙΓΚΕΑ ΡΑΙ-ΑΝ — [870, 240, 949, 252]
article-body-text: ΠΥΡΓΟΣ, 10.— Χωρικὸς εἰς τὴν Κυπαρισσίαν ἐφόνευσε τὴν πρώην σύζυγον τοῦ ἀδελφοῦ του. — [1194, 715, 1373, 746]
article-craftsmen-body — [8, 1281, 419, 1418]
subheadline-king: Ὁ βασιλεὺς ἐπιστρέφει εἰς τὰς Ἀθήνας — [1251, 1516, 1502, 1532]
headline-aek-pao: ΗΚΥΡΩΘΗ ΔΙΑ ΤΟ ΠΡΟ - Ο ΑΓΩΝ ΑΕΚ — ΠΑΟ — [447, 1417, 608, 1443]
headline-despoina-makri: ΔΕΝ ΗΤΟ ΜΕΛΟΣ ΤΗΣ Ε.Π.Ο.Ν. Η ΔΕΣΠΟΙΝΑ ΜΑΚΡΗ — [32, 1863, 395, 1879]
article-body-text: Ὑπὸ τῆς Ἐπιθεωρήσεως Ὑγιεινῆς ἀπαγορεύεται ἡ διάθεσις γάλακτος μὴ παστεριωμένου. ΚΑΙ ΤΗΣ ΑΣΤΥΝΟΜΙΑΣ — [8, 1757, 210, 1801]
article-floods-body — [1194, 1075, 1560, 1310]
headline-additional-revenue: ΠΡΟΣΘΕΤΟΥΣ ΠΟΡΟΥΣ 100 - 20.000.000 ΔΡΑΧ. ΥΠΟΣΧΕΤΑΙ Η ΚΥΒΕΡΝΗΣΙΣ ΕΙΣ ΤΟΥΣ ΔΗΜΟΥΣ — [661, 966, 1158, 1015]
article-body-text: Ὅσον ἀφορᾷ τὴν Γερμανίαν, ἡ κυβέρνησις θεωρεῖ ὅτι ἡ ὑπόθεσις εἶναι δικαστικὴ καὶ δὲν θὰ ἐπηρεάσῃ τὰς σχέσεις τῶν δύο χωρῶν. Κ. ΧΑΤΖΗΠΕΤΡΗΣ ΕΠΙΣΤΡΕΦΕΙ Ο ΒΑΣΙΛΕΥΣ ΒΟΝΝΗ, 10. (Ἰδ. ὑπ.).— Ὁ βασιλεὺς ἐπιστρέφει εἰς τὰς Ἀθήνας. — [1381, 1553, 1560, 1643]
article-body-text: ΑΘΗΝΑΙ, 10.— Φθάνουν σήμερον εἰς τὰς Ἀθήνας Γάλλοι γερουσιασταί. — [429, 992, 625, 1012]
headline-notary-sentence: ΕΠΤΑΜΗΝΟΣ ΦΥΛΑΚΙΣΙΣ ΕΙΣ ΣΥΜΒΟΛΑΙΟΓΡΑΦΟΝ ΣΤΕΛΕΧΟΣ ΤΗΣ Ε.Π.Ε. — [429, 351, 625, 387]
subhead-gandhi: Ο ΑΠΟΦΑΝΗ ΕΙΣ ΓΚΑΝΤΙ — [847, 254, 972, 266]
